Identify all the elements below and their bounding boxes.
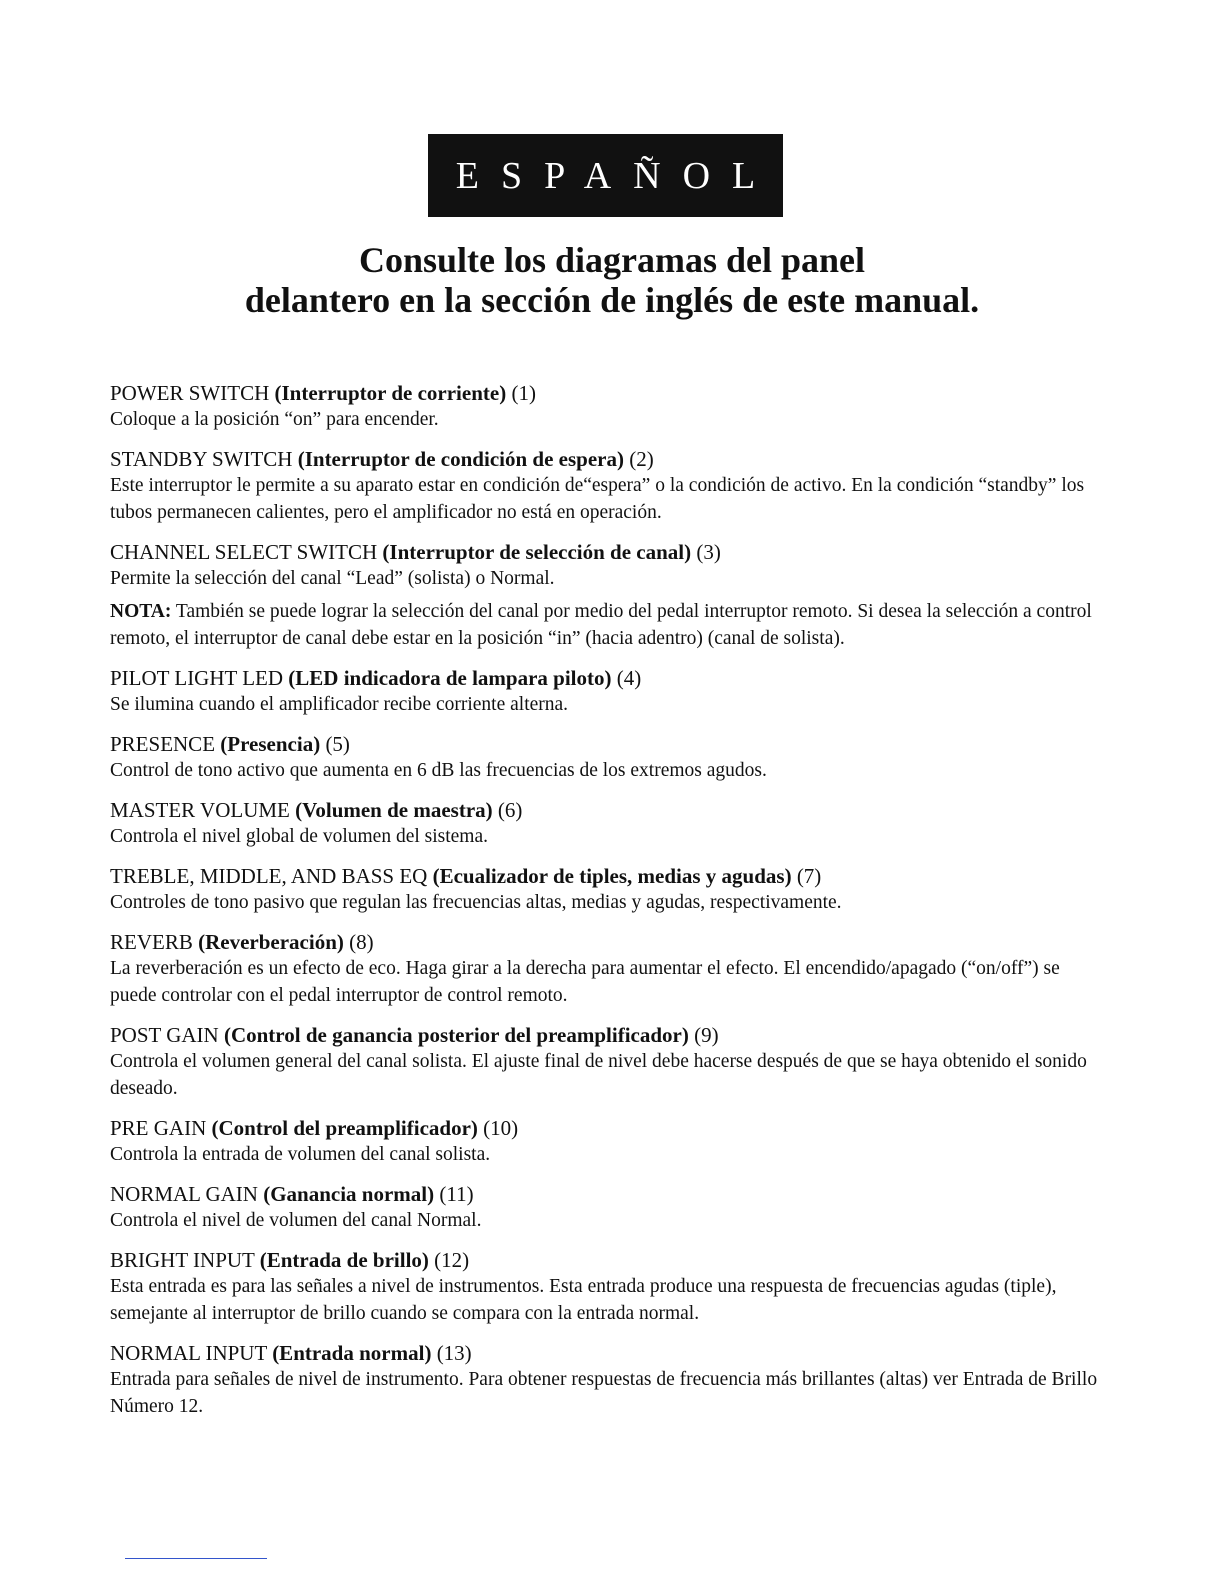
entry-translation: (Ecualizador de tiples, medias y agudas) (432, 864, 792, 888)
entry-control-name: TREBLE, MIDDLE, AND BASS EQ (110, 864, 428, 888)
entry-title (110, 731, 1110, 757)
note-text: También se puede lograr la selección del canal por medio del pedal interruptor remoto. Si desea la selección a control remoto, el interruptor de canal debe estar en la posición “in” (hacia adentro) (canal de solista). (110, 601, 1092, 649)
entry-title (110, 665, 1110, 691)
entry-number: (11) (439, 1182, 474, 1206)
entry-control-name: PRESENCE (110, 732, 216, 756)
entry-reverb (110, 929, 1110, 1009)
entry-number: (3) (696, 540, 721, 564)
entry-title (110, 1022, 1110, 1048)
entry-translation: (Presencia) (220, 732, 321, 756)
entry-title (110, 1115, 1110, 1141)
entry-control-name: MASTER VOLUME (110, 798, 290, 822)
entry-control-name: PILOT LIGHT LED (110, 666, 284, 690)
entry-channel-select-switch (110, 539, 1110, 652)
entry-pre-gain (110, 1115, 1110, 1168)
entry-master-volume (110, 797, 1110, 850)
entry-presence (110, 731, 1110, 784)
entry-control-name: STANDBY SWITCH (110, 447, 293, 471)
entry-description: Controla el nivel global de volumen del sistema. (110, 826, 489, 847)
entry-description: Esta entrada es para las señales a nivel de instrumentos. Esta entrada produce una respuesta de frecuencias agudas (tiple), semejante al interruptor de brillo cuando se compara con la entrada normal. (110, 1276, 1057, 1324)
entry-number: (6) (497, 798, 523, 822)
entry-number: (9) (694, 1023, 719, 1047)
entry-translation: (Interruptor de corriente) (274, 381, 507, 405)
entry-description: Controla la entrada de volumen del canal solista. (110, 1144, 491, 1165)
entry-number: (2) (629, 447, 654, 471)
heading-line-1: Consulte los diagramas del panel (358, 240, 866, 280)
entry-pilot-light-led (110, 665, 1110, 718)
entry-control-name: CHANNEL SELECT SWITCH (110, 540, 378, 564)
entry-title (110, 1181, 1110, 1207)
entry-translation: (Volumen de maestra) (295, 798, 493, 822)
entry-translation: (Control del preamplificador) (211, 1116, 478, 1140)
entry-post-gain (110, 1022, 1110, 1102)
language-banner: ESPAÑOL (428, 134, 783, 217)
entry-title (110, 539, 1110, 565)
entry-bright-input (110, 1247, 1110, 1327)
entry-translation: (Ganancia normal) (263, 1182, 435, 1206)
entry-translation: (Entrada de brillo) (259, 1248, 429, 1272)
entry-control-name: POST GAIN (110, 1023, 219, 1047)
entry-eq (110, 863, 1110, 916)
entry-translation: (Interruptor de condición de espera) (297, 447, 624, 471)
entry-title (110, 1340, 1110, 1366)
entry-description: Permite la selección del canal “Lead” (solista) o Normal. (110, 568, 555, 589)
entry-number: (7) (796, 864, 822, 888)
entry-translation: (Entrada normal) (272, 1341, 432, 1365)
entry-number: (4) (616, 666, 642, 690)
entry-description: La reverberación es un efecto de eco. Haga girar a la derecha para aumentar el efecto. El encendido/apagado (“on/off”) se puede controlar con el pedal interruptor de control remoto. (110, 958, 1060, 1006)
entry-control-name: BRIGHT INPUT (110, 1248, 255, 1272)
entry-number: (1) (511, 381, 536, 405)
entry-translation: (Interruptor de selección de canal) (382, 540, 692, 564)
entry-normal-gain (110, 1181, 1110, 1234)
entry-number: (8) (349, 930, 374, 954)
entry-number: (10) (483, 1116, 519, 1140)
entry-translation: (Control de ganancia posterior del preamplificador) (223, 1023, 689, 1047)
entry-description: Entrada para señales de nivel de instrumento. Para obtener respuestas de frecuencia más brillantes (altas) ver Entrada de Brillo Número 12. (110, 1369, 1098, 1417)
entry-number: (12) (434, 1248, 470, 1272)
note-label: NOTA: (110, 601, 172, 622)
entry-title (110, 929, 1110, 955)
entry-description: Controla el volumen general del canal solista. El ajuste final de nivel debe hacerse después de que se haya obtenido el sonido deseado. (110, 1051, 1087, 1099)
entry-translation: (LED indicadora de lampara piloto) (288, 666, 612, 690)
entry-title (110, 446, 1110, 472)
entry-normal-input (110, 1340, 1110, 1420)
entry-control-name: NORMAL GAIN (110, 1182, 258, 1206)
entry-title (110, 380, 1110, 406)
entry-power-switch (110, 380, 1110, 433)
entry-standby-switch (110, 446, 1110, 526)
entry-control-name: PRE GAIN (110, 1116, 207, 1140)
entry-number: (13) (436, 1341, 472, 1365)
entry-title (110, 797, 1110, 823)
page-heading (0, 240, 1224, 320)
entry-control-name: POWER SWITCH (110, 381, 270, 405)
entry-description: Se ilumina cuando el amplificador recibe corriente alterna. (110, 694, 569, 715)
heading-line-2: delantero en la sección de inglés de este manual. (244, 280, 980, 320)
entry-description: Coloque a la posición “on” para encender. (110, 409, 439, 430)
entry-note (110, 598, 1110, 652)
entry-description: Este interruptor le permite a su aparato estar en condición de“espera” o la condición de activo. En la condición “standby” los tubos permanecen calientes, pero el amplificador no está en operación. (110, 475, 1085, 523)
footer-rule (125, 1558, 267, 1559)
entry-control-name: REVERB (110, 930, 193, 954)
entry-translation: (Reverberación) (198, 930, 344, 954)
entry-number: (5) (325, 732, 350, 756)
entry-description: Control de tono activo que aumenta en 6 dB las frecuencias de los extremos agudos. (110, 760, 767, 781)
control-descriptions (110, 380, 1110, 1433)
entry-title (110, 1247, 1110, 1273)
entry-control-name: NORMAL INPUT (110, 1341, 267, 1365)
entry-title (110, 863, 1110, 889)
entry-description: Controla el nivel de volumen del canal Normal. (110, 1210, 482, 1231)
entry-description: Controles de tono pasivo que regulan las frecuencias altas, medias y agudas, respectivamente. (110, 892, 842, 913)
